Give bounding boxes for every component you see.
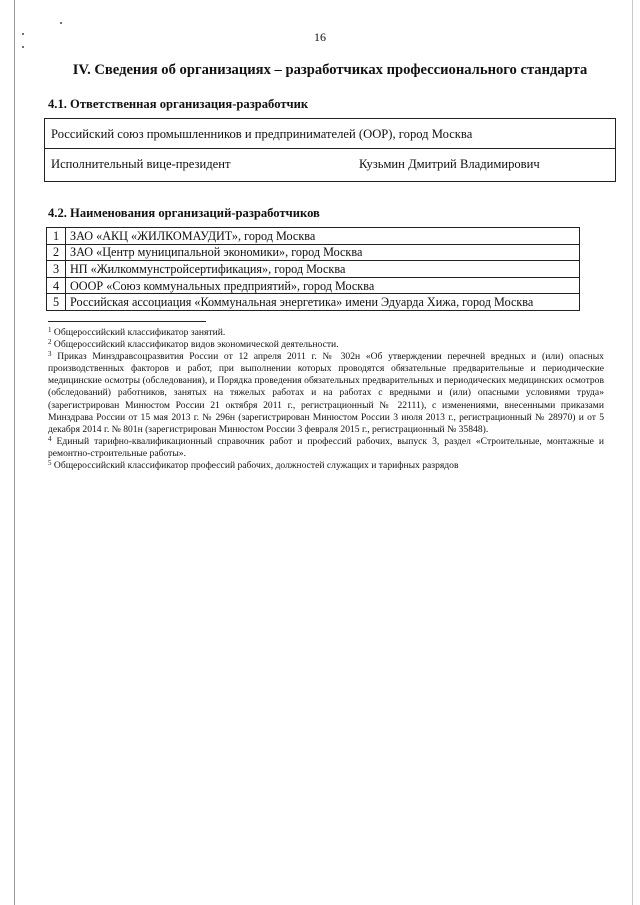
scan-speck <box>22 46 24 48</box>
responsible-organization-box <box>44 118 616 182</box>
footnote-text: Приказ Минздравсоцразвития России от 12 апреля 2011 г. № 302н «Об утверждении перечней вредных и (или) опасных производственных факторов и работ, при выполнении которых проводятся обязательные предварительные и периодические медицинские осмотры (обследования), и Порядка проведения обязательных предварительных и периодических медицинских осмотров (обследований) работников, занятых на тяжелых работах и на работах с вредными и (или) опасными условиями труда» (зарегистрирован Минюстом России 21 октября 2011 г., регистрационный № 22111), с изменениями, внесенными приказами Минздрава России от 15 мая 2013 г. № 296н (зарегистрирован Минюстом России 3 июля 2013 г., регистрационный № 28970) и от 5 декабря 2014 г. № 801н (зарегистрирован Минюстом России 3 февраля 2015 г., регистрационный № 35848). <box>48 351 604 435</box>
organization-name: Российская ассоциация «Коммунальная энергетика» имени Эдуарда Хижа, город Москва <box>66 294 580 311</box>
row-number: 5 <box>47 294 66 311</box>
section-title: IV. Сведения об организациях – разработчиках профессионального стандарта <box>72 62 588 78</box>
table-row <box>47 261 580 278</box>
footnote <box>48 339 604 351</box>
footnotes <box>48 327 604 472</box>
page-number: 16 <box>314 30 326 44</box>
row-number: 4 <box>47 277 66 294</box>
organization-name: НП «Жилкоммунстройсертификация», город Москва <box>66 261 580 278</box>
footnote-text: Общероссийский классификатор профессий рабочих, должностей служащих и тарифных разрядов <box>53 460 459 472</box>
footnote <box>48 460 604 472</box>
row-number: 1 <box>47 228 66 245</box>
footnote <box>48 327 604 339</box>
developers-table <box>46 227 580 311</box>
footnote <box>48 436 604 460</box>
footnote-separator <box>48 321 206 322</box>
scan-edge-right <box>632 0 633 905</box>
row-number: 3 <box>47 261 66 278</box>
developers-heading: 4.2. Наименования организаций-разработчиков <box>48 206 320 220</box>
responsible-organization-name: Российский союз промышленников и предпринимателей (ООР), город Москва <box>51 127 473 141</box>
table-row <box>47 277 580 294</box>
footnote-mark: 4 <box>48 434 52 443</box>
footnote <box>48 351 604 436</box>
scan-edge-left <box>14 0 15 905</box>
organization-name: ЗАО «АКЦ «ЖИЛКОМАУДИТ», город Москва <box>66 228 580 245</box>
footnote-text: Единый тарифно-квалификационный справочник работ и профессий рабочих, выпуск 3, раздел «Строительные, монтажные и ремонтно-строительные работы». <box>48 435 604 459</box>
row-number: 2 <box>47 244 66 261</box>
footnote-mark: 3 <box>48 350 52 359</box>
responsible-organization-row <box>45 119 615 149</box>
organization-name: ОООР «Союз коммунальных предприятий», город Москва <box>66 277 580 294</box>
responsible-position: Исполнительный вице-президент <box>51 157 231 171</box>
table-row <box>47 294 580 311</box>
footnote-mark: 2 <box>48 338 52 347</box>
organization-name: ЗАО «Центр муниципальной экономики», город Москва <box>66 244 580 261</box>
table-row <box>47 244 580 261</box>
footnote-mark: 1 <box>48 326 52 334</box>
responsible-person: Кузьмин Дмитрий Владимирович <box>359 157 540 171</box>
footnote-mark: 5 <box>48 459 52 468</box>
scan-speck <box>60 22 62 24</box>
footnote-text: Общероссийский классификатор видов экономической деятельности. <box>53 339 339 351</box>
responsible-heading: 4.1. Ответственная организация-разработчик <box>48 97 309 111</box>
table-row <box>47 228 580 245</box>
footnote-text: Общероссийский классификатор занятий. <box>53 327 226 338</box>
